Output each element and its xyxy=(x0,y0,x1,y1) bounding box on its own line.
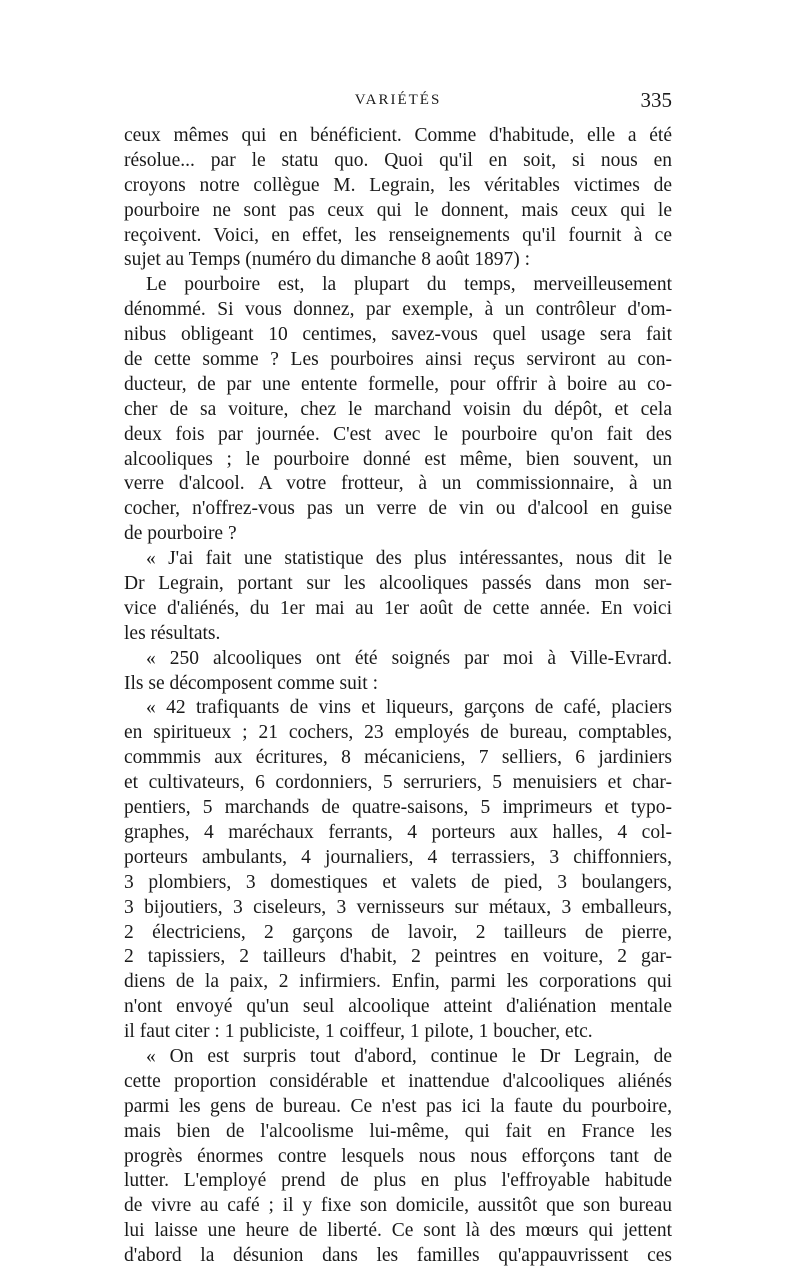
text-line: « On est surpris tout d'abord, continue le Dr Legrain, de xyxy=(146,1045,672,1067)
text-line: Le pourboire est, la plupart du temps, merveilleusement xyxy=(146,274,672,296)
text-line: pentiers, 5 marchands de quatre-saisons, 5 imprimeurs et typo- xyxy=(124,797,672,819)
running-title: VARIÉTÉS xyxy=(354,92,442,108)
text-line: pourboire ne sont pas ceux qui le donnent, mais ceux qui le xyxy=(124,199,672,221)
text-line: les résultats. xyxy=(124,622,221,644)
text-line: de pourboire ? xyxy=(124,523,237,545)
text-line: « 42 trafiquants de vins et liqueurs, garçons de café, placiers xyxy=(146,697,672,719)
text-line: 2 électriciens, 2 garçons de lavoir, 2 tailleurs de pierre, xyxy=(124,921,672,943)
text-line: progrès énormes contre lesquels nous nous efforçons tant de xyxy=(124,1145,672,1167)
text-line: vice d'aliénés, du 1er mai au 1er août de cette année. En voici xyxy=(124,597,672,619)
text-line: lui laisse une heure de liberté. Ce sont là des mœurs qui jettent xyxy=(124,1220,672,1242)
text-line: deux fois par journée. C'est avec le pourboire qu'on fait des xyxy=(124,423,672,445)
text-line: Ils se décomposent comme suit : xyxy=(124,672,378,694)
text-line: nibus obligeant 10 centimes, savez-vous quel usage sera fait xyxy=(124,324,672,346)
text-line: n'ont envoyé qu'un seul alcoolique atteint d'aliénation mentale xyxy=(124,996,672,1018)
text-line: cocher, n'offrez-vous pas un verre de vin ou d'alcool en guise xyxy=(124,498,672,520)
text-line: sujet au Temps (numéro du dimanche 8 août 1897) : xyxy=(124,249,531,271)
text-line: « 250 alcooliques ont été soignés par moi à Ville-Evrard. xyxy=(146,647,672,669)
text-line: « J'ai fait une statistique des plus intéressantes, nous dit le xyxy=(146,548,672,570)
text-line: 2 tapissiers, 2 tailleurs d'habit, 2 peintres en voiture, 2 gar- xyxy=(124,946,672,968)
text-line: 3 plombiers, 3 domestiques et valets de pied, 3 boulangers, xyxy=(124,871,672,893)
text-line: reçoivent. Voici, en effet, les renseignements qu'il fournit à ce xyxy=(124,224,672,246)
text-line: lutter. L'employé prend de plus en plus l'effroyable habitude xyxy=(124,1170,672,1192)
text-line: ceux mêmes qui en bénéficient. Comme d'habitude, elle a été xyxy=(124,125,672,146)
text-line: 3 bijoutiers, 3 ciseleurs, 3 vernisseurs sur métaux, 3 emballeurs, xyxy=(124,896,672,918)
running-head xyxy=(124,88,672,118)
text-line: résolue... par le statu quo. Quoi qu'il en soit, si nous en xyxy=(124,149,672,171)
text-line: porteurs ambulants, 4 journaliers, 4 terrassiers, 3 chiffonniers, xyxy=(124,846,672,868)
text-line: commmis aux écritures, 8 mécaniciens, 7 selliers, 6 jardiniers xyxy=(124,747,672,769)
text-line: en spiritueux ; 21 cochers, 23 employés de bureau, comptables, xyxy=(124,722,672,744)
text-line: dénommé. Si vous donnez, par exemple, à un contrôleur d'om- xyxy=(124,299,672,321)
text-line: mais bien de l'alcoolisme lui-même, qui fait en France les xyxy=(124,1120,672,1142)
text-line: ducteur, de par une entente formelle, pour offrir à boire au co- xyxy=(124,373,672,395)
text-line: de cette somme ? Les pourboires ainsi reçus serviront au con- xyxy=(124,349,672,371)
text-line: alcooliques ; le pourboire donné est même, bien souvent, un xyxy=(124,448,672,470)
text-line: diens de la paix, 2 infirmiers. Enfin, parmi les corporations qui xyxy=(124,971,672,993)
text-line: cette proportion considérable et inattendue d'alcooliques aliénés xyxy=(124,1070,672,1092)
text-line: graphes, 4 maréchaux ferrants, 4 porteurs aux halles, 4 col- xyxy=(124,821,672,843)
text-line: d'abord la désunion dans les familles qu'appauvrissent ces xyxy=(124,1245,672,1267)
text-line: Dr Legrain, portant sur les alcooliques passés dans mon ser- xyxy=(124,573,672,595)
text-line: verre d'alcool. A votre frotteur, à un commissionnaire, à un xyxy=(124,473,672,495)
page-number: 335 xyxy=(640,88,672,112)
text-line: croyons notre collègue M. Legrain, les véritables victimes de xyxy=(124,174,672,196)
text-line: parmi les gens de bureau. Ce n'est pas ici la faute du pourboire, xyxy=(124,1095,672,1117)
text-line: de vivre au café ; il y fixe son domicile, aussitôt que son bureau xyxy=(124,1195,672,1217)
text-line: cher de sa voiture, chez le marchand voisin du dépôt, et cela xyxy=(124,398,672,420)
body-text xyxy=(124,124,672,1269)
text-line: il faut citer : 1 publiciste, 1 coiffeur, 1 pilote, 1 boucher, etc. xyxy=(124,1021,593,1043)
text-line: et cultivateurs, 6 cordonniers, 5 serruriers, 5 menuisiers et char- xyxy=(124,772,672,794)
